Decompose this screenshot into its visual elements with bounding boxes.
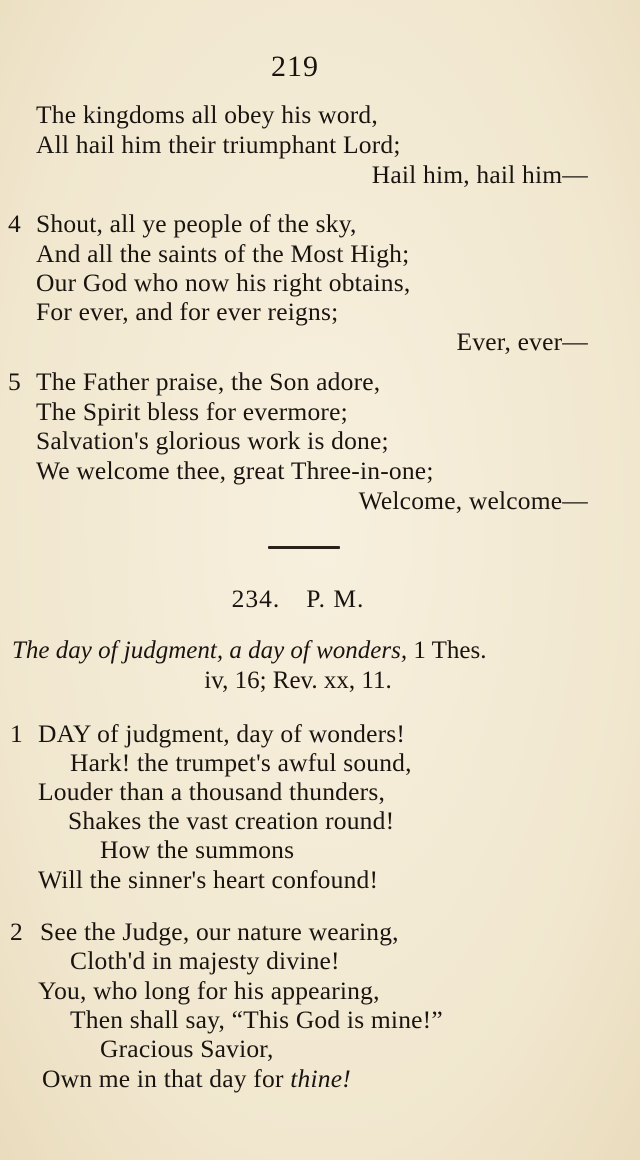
verse-line: Louder than a thousand thunders,: [38, 777, 386, 806]
section-divider: [268, 546, 340, 549]
verse-line-text: Own me in that day for: [42, 1064, 291, 1093]
stanza-number: 2: [10, 917, 23, 946]
verse-line: Cloth'd in majesty divine!: [70, 946, 340, 975]
verse-line: And all the saints of the Most High;: [36, 239, 410, 268]
scripture-ref-continued: iv, 16; Rev. xx, 11.: [204, 667, 392, 694]
stanza-number: 4: [8, 209, 21, 238]
verse-line: Then shall say, “This God is mine!”: [70, 1005, 443, 1034]
verse-line: How the summons: [100, 835, 295, 864]
verse-line: All hail him their triumphant Lord;: [36, 130, 401, 159]
verse-refrain: Welcome, welcome—: [358, 486, 588, 515]
scripture-ref: 1 Thes.: [413, 637, 487, 664]
verse-line: Our God who now his right obtains,: [36, 268, 411, 297]
verse-line-italic: thine!: [290, 1064, 351, 1093]
verse-line: DAY of judgment, day of wonders!: [38, 719, 406, 748]
hymn-subtitle: [12, 636, 487, 666]
hymn-number: 234.: [231, 584, 281, 613]
verse-line: Shakes the vast creation round!: [68, 806, 395, 835]
verse-line: [42, 1064, 351, 1094]
verse-line: We welcome thee, great Three-in-one;: [36, 456, 434, 485]
hymn-heading: [0, 584, 596, 614]
stanza-number: 5: [8, 367, 21, 396]
verse-line: Gracious Savior,: [100, 1034, 274, 1063]
verse-line: See the Judge, our nature wearing,: [40, 917, 399, 946]
verse-line: Shout, all ye people of the sky,: [36, 209, 357, 238]
page-number: 219: [271, 50, 319, 83]
verse-line: Salvation's glorious work is done;: [36, 426, 389, 455]
stanza-number: 1: [10, 719, 23, 748]
verse-line: The Father praise, the Son adore,: [36, 367, 381, 396]
verse-refrain: Ever, ever—: [456, 327, 588, 356]
hymn-subtitle-text: The day of judgment, a day of wonders,: [12, 637, 408, 664]
verse-refrain: Hail him, hail him—: [371, 160, 588, 189]
verse-line: For ever, and for ever reigns;: [36, 297, 339, 326]
verse-line: You, who long for his appearing,: [38, 976, 380, 1005]
verse-line: Hark! the trumpet's awful sound,: [70, 748, 412, 777]
verse-line: The Spirit bless for evermore;: [36, 397, 348, 426]
hymn-meter: P. M.: [306, 584, 365, 613]
verse-line: The kingdoms all obey his word,: [36, 100, 378, 129]
verse-line: Will the sinner's heart confound!: [38, 865, 379, 894]
